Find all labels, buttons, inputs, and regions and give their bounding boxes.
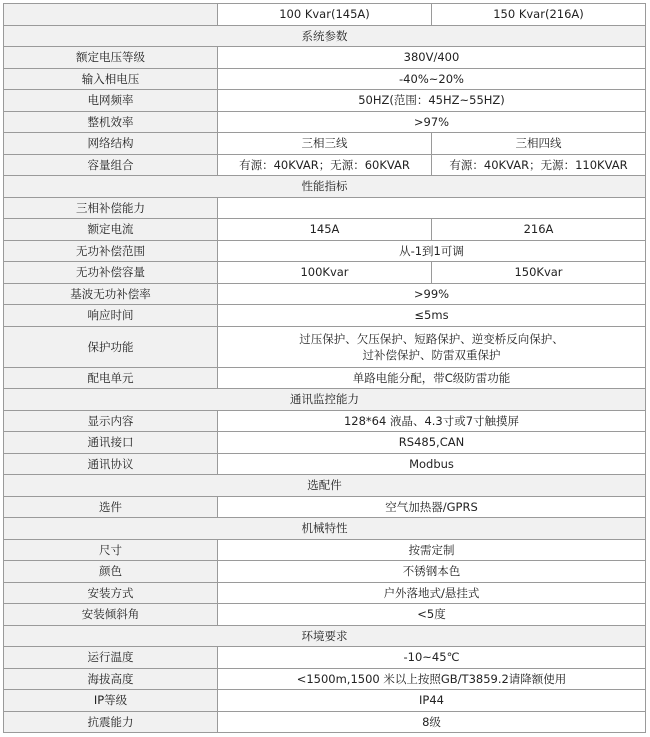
row-label: 输入相电压 xyxy=(4,68,218,90)
table-row xyxy=(4,367,646,389)
row-label: 颜色 xyxy=(4,561,218,583)
row-value: 8级 xyxy=(218,711,646,733)
row-value: >99% xyxy=(218,283,646,305)
table-row xyxy=(4,283,646,305)
table-row xyxy=(4,154,646,176)
section-row xyxy=(4,625,646,647)
row-value: -40%~20% xyxy=(218,68,646,90)
section-title-mechanical: 机械特性 xyxy=(4,518,646,540)
table-row xyxy=(4,647,646,669)
row-value: RS485,CAN xyxy=(218,432,646,454)
table-row xyxy=(4,432,646,454)
model-header-100kvar: 100 Kvar(145A) xyxy=(218,4,432,26)
table-row xyxy=(4,668,646,690)
row-label: 选件 xyxy=(4,496,218,518)
row-value: 单路电能分配，带C级防雷功能 xyxy=(218,367,646,389)
section-row xyxy=(4,389,646,411)
table-row xyxy=(4,690,646,712)
row-label: 海拔高度 xyxy=(4,668,218,690)
table-row xyxy=(4,240,646,262)
row-label: 安装方式 xyxy=(4,582,218,604)
table-row xyxy=(4,326,646,367)
section-title-environment: 环境要求 xyxy=(4,625,646,647)
row-label: 无功补偿容量 xyxy=(4,262,218,284)
table-row xyxy=(4,133,646,155)
section-row xyxy=(4,25,646,47)
section-row xyxy=(4,518,646,540)
row-value: >97% xyxy=(218,111,646,133)
row-value: ≤5ms xyxy=(218,305,646,327)
row-label: 三相补偿能力 xyxy=(4,197,218,219)
row-value-model1: 145A xyxy=(218,219,432,241)
row-value: <1500m,1500 米以上按照GB/T3859.2请降额使用 xyxy=(218,668,646,690)
row-value-model1: 三相三线 xyxy=(218,133,432,155)
table-row xyxy=(4,496,646,518)
row-label: 保护功能 xyxy=(4,326,218,367)
row-value xyxy=(218,197,646,219)
row-label: 容量组合 xyxy=(4,154,218,176)
row-value-model2: 150Kvar xyxy=(432,262,646,284)
model-header-150kvar: 150 Kvar(216A) xyxy=(432,4,646,26)
protection-line-1: 过压保护、欠压保护、短路保护、逆变桥反向保护、 xyxy=(299,331,564,346)
row-value-model2: 216A xyxy=(432,219,646,241)
row-label: 无功补偿范围 xyxy=(4,240,218,262)
row-value-model2: 有源：40KVAR；无源：110KVAR xyxy=(432,154,646,176)
table-row xyxy=(4,582,646,604)
table-row xyxy=(4,197,646,219)
row-value: 按需定制 xyxy=(218,539,646,561)
row-label: 安装倾斜角 xyxy=(4,604,218,626)
table-row xyxy=(4,305,646,327)
table-row xyxy=(4,410,646,432)
table-row xyxy=(4,561,646,583)
table-row xyxy=(4,711,646,733)
row-label: 额定电流 xyxy=(4,219,218,241)
row-label: 显示内容 xyxy=(4,410,218,432)
row-label: 网络结构 xyxy=(4,133,218,155)
row-label: 基波无功补偿率 xyxy=(4,283,218,305)
row-value: 户外落地式/悬挂式 xyxy=(218,582,646,604)
table-row xyxy=(4,604,646,626)
row-value: <5度 xyxy=(218,604,646,626)
table-row xyxy=(4,111,646,133)
table-header-row xyxy=(4,4,646,26)
row-value: -10~45℃ xyxy=(218,647,646,669)
section-row xyxy=(4,475,646,497)
row-value: 380V/400 xyxy=(218,47,646,69)
row-value xyxy=(218,326,646,367)
section-title-system: 系统参数 xyxy=(4,25,646,47)
row-value: 不锈钢本色 xyxy=(218,561,646,583)
row-label: 整机效率 xyxy=(4,111,218,133)
row-value-model1: 有源：40KVAR；无源：60KVAR xyxy=(218,154,432,176)
row-label: 运行温度 xyxy=(4,647,218,669)
row-label: 尺寸 xyxy=(4,539,218,561)
row-value-model2: 三相四线 xyxy=(432,133,646,155)
row-value: 128*64 液晶、4.3寸或7寸触摸屏 xyxy=(218,410,646,432)
protection-line-2: 过补偿保护、防雷双重保护 xyxy=(362,347,501,362)
table-row xyxy=(4,219,646,241)
table-row xyxy=(4,539,646,561)
row-value: 从-1到1可调 xyxy=(218,240,646,262)
table-row xyxy=(4,68,646,90)
row-value: 50HZ(范围：45HZ~55HZ) xyxy=(218,90,646,112)
row-label: 通讯协议 xyxy=(4,453,218,475)
table-row xyxy=(4,453,646,475)
section-title-options: 选配件 xyxy=(4,475,646,497)
table-row xyxy=(4,90,646,112)
row-value: 空气加热器/GPRS xyxy=(218,496,646,518)
section-row xyxy=(4,176,646,198)
spec-table xyxy=(3,3,646,733)
row-value: IP44 xyxy=(218,690,646,712)
section-title-communication: 通讯监控能力 xyxy=(4,389,646,411)
row-label: IP等级 xyxy=(4,690,218,712)
row-label: 电网频率 xyxy=(4,90,218,112)
row-label: 额定电压等级 xyxy=(4,47,218,69)
table-row xyxy=(4,262,646,284)
row-value-model1: 100Kvar xyxy=(218,262,432,284)
row-value: Modbus xyxy=(218,453,646,475)
row-label: 配电单元 xyxy=(4,367,218,389)
header-blank-cell xyxy=(4,4,218,26)
section-title-performance: 性能指标 xyxy=(4,176,646,198)
row-label: 抗震能力 xyxy=(4,711,218,733)
table-row xyxy=(4,47,646,69)
row-label: 响应时间 xyxy=(4,305,218,327)
row-label: 通讯接口 xyxy=(4,432,218,454)
